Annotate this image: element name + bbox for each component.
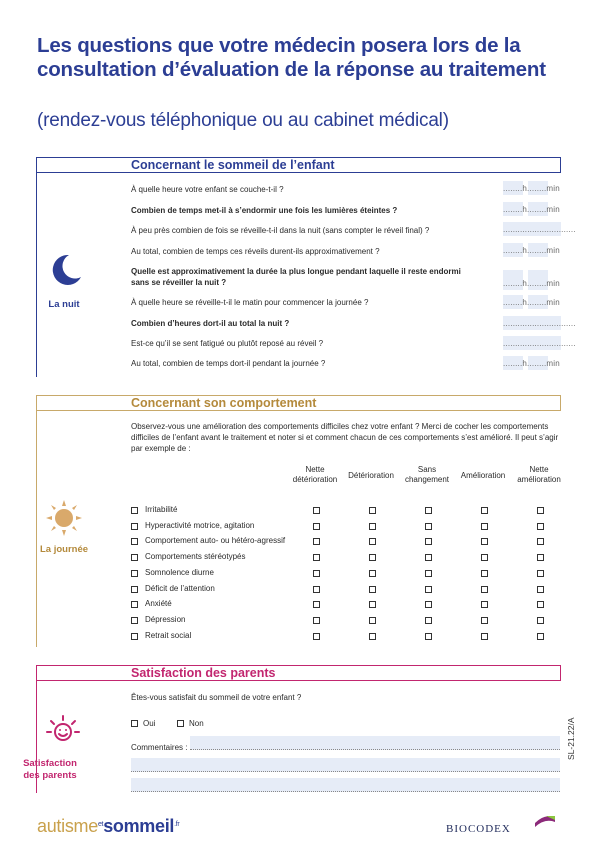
night-section-rule bbox=[36, 173, 37, 377]
parents-question: Êtes-vous satisfait du sommeil de votre enfant ? bbox=[131, 693, 302, 702]
rating-checkbox-col-4[interactable] bbox=[481, 538, 488, 545]
rating-checkbox-col-1[interactable] bbox=[313, 601, 320, 608]
behavior-section-title: Concernant son comportement bbox=[131, 396, 317, 410]
night-answer-3[interactable]: .............................. bbox=[503, 224, 563, 236]
column-header-2: Détérioration bbox=[348, 471, 394, 480]
yes-label: Oui bbox=[143, 719, 156, 728]
rating-checkbox-col-2[interactable] bbox=[369, 617, 376, 624]
behavior-row bbox=[131, 583, 571, 595]
column-header-4: Amélioration bbox=[460, 471, 506, 480]
rating-checkbox-col-2[interactable] bbox=[369, 523, 376, 530]
column-header-5: Nette amélioration bbox=[517, 465, 561, 484]
rating-checkbox-col-5[interactable] bbox=[537, 617, 544, 624]
column-header-3: Sans changement bbox=[404, 465, 450, 484]
night-section-title: Concernant le sommeil de l’enfant bbox=[131, 158, 335, 172]
rating-checkbox-col-2[interactable] bbox=[369, 570, 376, 577]
behavior-row bbox=[131, 630, 571, 642]
night-question-4: Au total, combien de temps ces réveils durent-ils approximativement ? bbox=[131, 247, 380, 256]
yes-checkbox[interactable] bbox=[131, 718, 155, 730]
behavior-label: Comportements stéréotypés bbox=[145, 552, 246, 562]
behavior-row bbox=[131, 535, 571, 547]
rating-checkbox-col-1[interactable] bbox=[313, 617, 320, 624]
behavior-checkbox[interactable] bbox=[131, 570, 138, 577]
behavior-checkbox[interactable] bbox=[131, 586, 138, 593]
night-answer-2[interactable]: ........h........min bbox=[503, 204, 563, 216]
no-label: Non bbox=[189, 719, 204, 728]
rating-checkbox-col-5[interactable] bbox=[537, 601, 544, 608]
rating-checkbox-col-1[interactable] bbox=[313, 586, 320, 593]
night-answer-6[interactable]: ........h........min bbox=[503, 297, 563, 309]
night-question-5: Quelle est approximativement la durée la plus longue pendant laquelle il reste endormi sans se réveiller la nuit ? bbox=[131, 267, 461, 287]
comments-field-line-1[interactable] bbox=[190, 736, 560, 750]
night-question-8: Est-ce qu’il se sent fatigué ou plutôt reposé au réveil ? bbox=[131, 339, 324, 348]
parents-section-title: Satisfaction des parents bbox=[131, 666, 276, 680]
yes-checkbox-box[interactable] bbox=[131, 720, 138, 727]
rating-checkbox-col-5[interactable] bbox=[537, 633, 544, 640]
biocodex-logo-mark bbox=[534, 815, 556, 827]
night-answer-4[interactable]: ........h........min bbox=[503, 245, 563, 257]
behavior-label: Somnolence diurne bbox=[145, 567, 214, 577]
rating-checkbox-col-1[interactable] bbox=[313, 570, 320, 577]
behavior-label: Déficit de l’attention bbox=[145, 583, 215, 593]
behavior-label: Comportement auto- ou hétéro-agressif bbox=[145, 536, 286, 546]
rating-checkbox-col-4[interactable] bbox=[481, 554, 488, 561]
rating-checkbox-col-4[interactable] bbox=[481, 586, 488, 593]
behavior-label: Irritabilité bbox=[145, 505, 178, 514]
page-subtitle: (rendez-vous téléphonique ou au cabinet médical) bbox=[37, 110, 449, 131]
rating-checkbox-col-3[interactable] bbox=[425, 554, 432, 561]
rating-checkbox-col-3[interactable] bbox=[425, 523, 432, 530]
comments-field-line-3[interactable] bbox=[131, 778, 560, 792]
rating-checkbox-col-3[interactable] bbox=[425, 538, 432, 545]
no-checkbox-box[interactable] bbox=[177, 720, 184, 727]
rating-checkbox-col-1[interactable] bbox=[313, 554, 320, 561]
behavior-label: Dépression bbox=[145, 614, 186, 624]
behavior-row bbox=[131, 567, 571, 579]
rating-checkbox-col-3[interactable] bbox=[425, 570, 432, 577]
rating-checkbox-col-2[interactable] bbox=[369, 507, 376, 514]
rating-checkbox-col-1[interactable] bbox=[313, 507, 320, 514]
rating-checkbox-col-5[interactable] bbox=[537, 554, 544, 561]
behavior-row bbox=[131, 598, 571, 610]
rating-checkbox-col-4[interactable] bbox=[481, 570, 488, 577]
behavior-checkbox[interactable] bbox=[131, 538, 138, 545]
behavior-checkbox[interactable] bbox=[131, 523, 138, 530]
rating-checkbox-col-5[interactable] bbox=[537, 523, 544, 530]
sun-icon bbox=[44, 498, 84, 543]
rating-checkbox-col-4[interactable] bbox=[481, 617, 488, 624]
rating-checkbox-col-5[interactable] bbox=[537, 507, 544, 514]
behavior-label: Anxiété bbox=[145, 599, 172, 609]
behavior-row bbox=[131, 520, 571, 532]
parents-section-header bbox=[36, 665, 561, 681]
behavior-checkbox[interactable] bbox=[131, 601, 138, 608]
behavior-checkbox[interactable] bbox=[131, 507, 138, 514]
behavior-row bbox=[131, 614, 571, 626]
behavior-section-header bbox=[36, 395, 561, 411]
night-answer-8[interactable]: .............................. bbox=[503, 338, 563, 350]
night-question-9: Au total, combien de temps dort-il pendant la journée ? bbox=[131, 359, 326, 368]
rating-checkbox-col-2[interactable] bbox=[369, 538, 376, 545]
rating-checkbox-col-5[interactable] bbox=[537, 538, 544, 545]
night-question-3: À peu près combien de fois se réveille-t-il dans la nuit (sans compter le réveil final) ? bbox=[131, 226, 430, 235]
night-answer-5[interactable]: ........h........min bbox=[503, 278, 563, 290]
night-question-6: À quelle heure se réveille-t-il le matin pour commencer la journée ? bbox=[131, 298, 369, 307]
rating-checkbox-col-2[interactable] bbox=[369, 601, 376, 608]
column-header-1: Nette détérioration bbox=[292, 465, 338, 484]
behavior-checkbox[interactable] bbox=[131, 633, 138, 640]
behavior-section-rule bbox=[36, 411, 37, 647]
night-section-header bbox=[36, 157, 561, 173]
parents-label: Satisfaction des parents bbox=[23, 758, 77, 781]
rating-checkbox-col-2[interactable] bbox=[369, 633, 376, 640]
behavior-checkbox[interactable] bbox=[131, 554, 138, 561]
biocodex-logo: BIOCODEX bbox=[446, 823, 511, 835]
night-question-2: Combien de temps met-il à s’endormir une fois les lumières éteintes ? bbox=[131, 206, 398, 215]
smiling-sun-icon bbox=[45, 713, 81, 754]
rating-checkbox-col-3[interactable] bbox=[425, 617, 432, 624]
rating-checkbox-col-5[interactable] bbox=[537, 570, 544, 577]
night-question-7: Combien d’heures dort-il au total la nuit ? bbox=[131, 319, 290, 328]
rating-checkbox-col-2[interactable] bbox=[369, 586, 376, 593]
rating-checkbox-col-3[interactable] bbox=[425, 601, 432, 608]
autisme-sommeil-logo: autisme$^{et}$sommeil$^{.fr}$ bbox=[37, 816, 180, 836]
night-answer-9[interactable]: ........h........min bbox=[503, 358, 563, 370]
comments-field-line-2[interactable] bbox=[131, 758, 560, 772]
behavior-row bbox=[131, 504, 571, 516]
day-label: La journée bbox=[39, 544, 89, 555]
rating-checkbox-col-3[interactable] bbox=[425, 633, 432, 640]
rating-checkbox-col-1[interactable] bbox=[313, 538, 320, 545]
rating-checkbox-col-3[interactable] bbox=[425, 507, 432, 514]
moon-icon bbox=[49, 253, 83, 292]
document-reference: SL-21.22/A bbox=[566, 717, 576, 760]
night-question-1: À quelle heure votre enfant se couche-t-il ? bbox=[131, 185, 284, 194]
behavior-row bbox=[131, 551, 571, 563]
night-answer-7[interactable]: .............................. bbox=[503, 318, 563, 330]
rating-checkbox-col-1[interactable] bbox=[313, 633, 320, 640]
behavior-label: Hyperactivité motrice, agitation bbox=[145, 520, 255, 530]
no-checkbox[interactable] bbox=[177, 718, 204, 730]
night-answer-1[interactable]: ........h........min bbox=[503, 183, 563, 195]
rating-checkbox-col-4[interactable] bbox=[481, 601, 488, 608]
rating-checkbox-col-2[interactable] bbox=[369, 554, 376, 561]
comments-label: Commentaires : bbox=[131, 743, 188, 752]
rating-checkbox-col-3[interactable] bbox=[425, 586, 432, 593]
rating-checkbox-col-5[interactable] bbox=[537, 586, 544, 593]
rating-checkbox-col-1[interactable] bbox=[313, 523, 320, 530]
behavior-label: Retrait social bbox=[145, 630, 192, 640]
night-label: La nuit bbox=[48, 299, 80, 310]
behavior-intro: Observez-vous une amélioration des comportements difficiles chez votre enfant ? Merci de cocher les comportements difficiles de l’enfant avant le traitement et noter si et comment chacun de ces comportements s’est amélioré. Il peut s’agir par exemple de : bbox=[131, 422, 559, 453]
rating-checkbox-col-4[interactable] bbox=[481, 523, 488, 530]
rating-checkbox-col-4[interactable] bbox=[481, 507, 488, 514]
behavior-checkbox[interactable] bbox=[131, 617, 138, 624]
rating-checkbox-col-4[interactable] bbox=[481, 633, 488, 640]
page-title: Les questions que votre médecin posera lors de la consultation d’évaluation de la réponse au traitement bbox=[37, 34, 546, 81]
